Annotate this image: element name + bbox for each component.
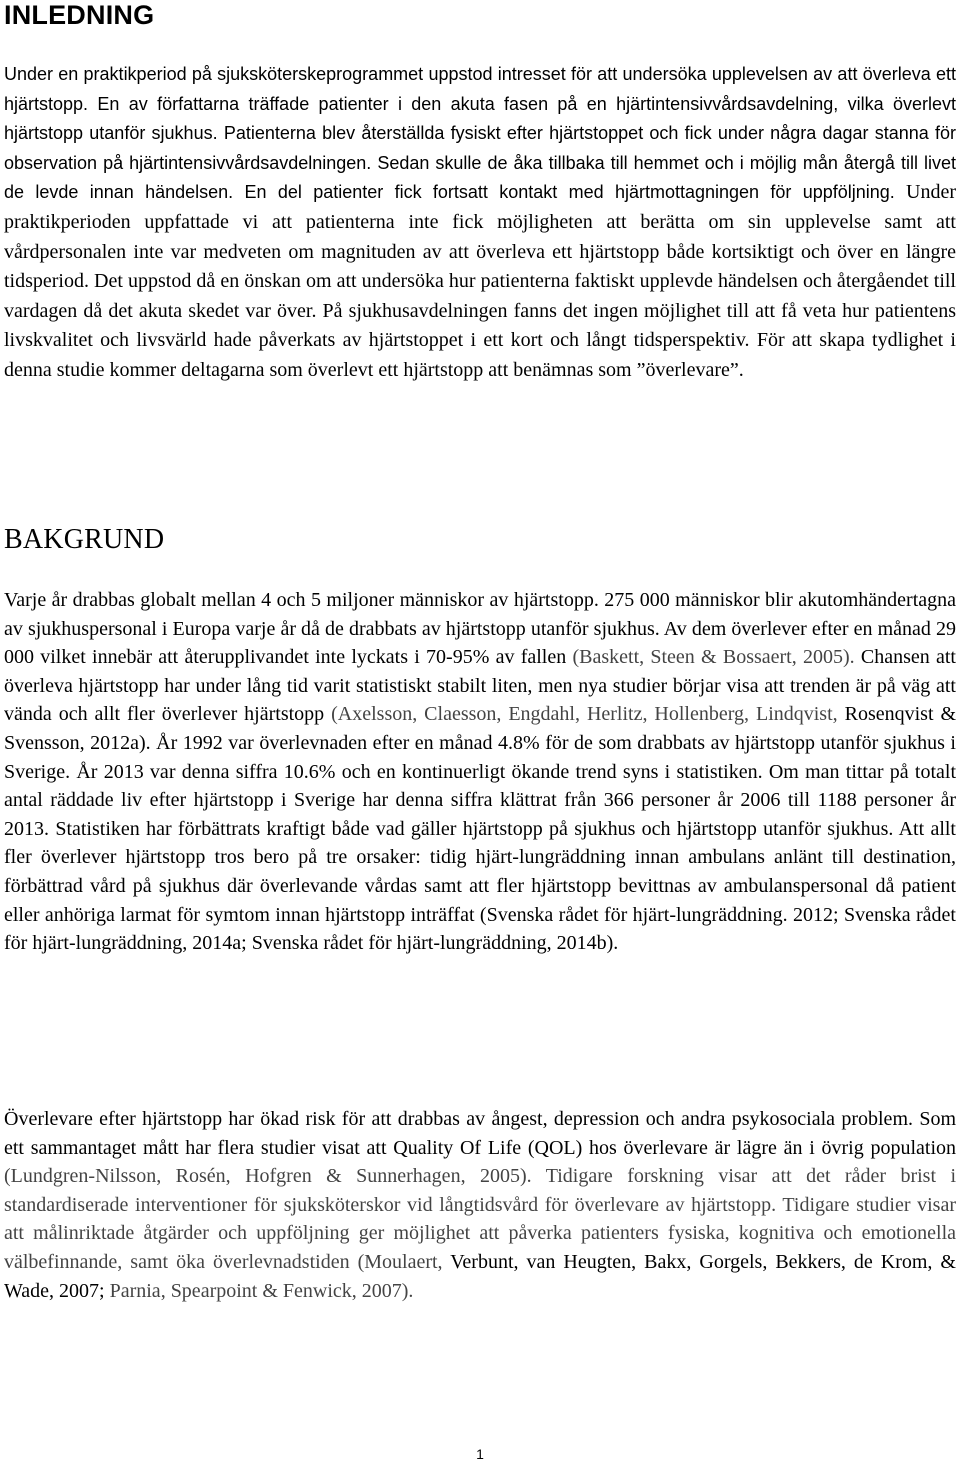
citation: (Axelsson, Claesson, Engdahl, Herlitz, Hollenberg, Lindqvist,	[331, 703, 838, 726]
text-run: Rosenqvist & Svensson, 2012a). År 1992 var överlevnaden efter en månad 4.8% för de som drabbats av hjärtstopp utanför sjukhus i Sverige. År 2013 var denna siffra 10.6% och en kontinuerligt ökande trend syns i statistiken. Om man tittar på totalt antal räddade liv efter hjärtstopp i Sverige har denna siffra klättrat från 366 personer år 2006 till 1188 personer år 2013. Statistiken har förbättrats kraftigt både vad gäller hjärtstopp på sjukhus och hjärtstopp utanför sjukhus. Att allt fler överlever hjärtstopp tros bero på tre orsaker: tidig hjärt-lungräddning innan ambulans anlänt till destination, förbättrad vård på sjukhus där överlevande vårdas samt att fler hjärtstopp bevittnas av ambulanspersonal då patient eller anhöriga larmat för symtom innan hjärtstopp inträffat (Svenska rådet för hjärt-lungräddning. 2012; Svenska rådet för hjärt-lungräddning, 2014a; Svenska rådet för hjärt-lungräddning, 2014b).	[4, 703, 957, 955]
heading-bakgrund: BAKGRUND	[4, 524, 165, 555]
page-number: 1	[476, 1446, 484, 1462]
heading-inledning: INLEDNING	[4, 0, 155, 30]
text-run: Verbunt, van Heugten, Bakx, Gorgels, Bekkers, de Krom, & Wade, 2007;	[4, 1250, 956, 1302]
text-run-sans: Under en praktikperiod på sjuksköterskeprogrammet uppstod intresset för att undersöka upplevelsen av att överleva ett hjärtstopp. En av författarna träffade patienter i den akuta fasen på en hjärtintensivvårdsavdelning, vilka överlevt hjärtstopp utanför sjukhus. Patienterna blev återställda fysiskt efter hjärtstoppet och fick under några dagar stanna för observation på hjärtintensivvårdsavdelningen. Sedan skulle de åka tillbaka till hemmet och i möjlig mån återgå till livet de levde innan händelsen. En del patienter fick fortsatt kontakt med hjärtmottagningen för uppföljning.	[4, 64, 956, 203]
text-run: Varje år drabbas globalt mellan 4 och 5 miljoner människor av hjärtstopp. 275 000 människor blir akutomhändertagna av sjukhuspersonal i Europa varje år då de drabbats av hjärtstopp utanför sjukhus. Av dem överlever efter en månad 29 000 vilket innebär att återupplivandet inte lyckats i 70-95% av fallen	[4, 589, 956, 669]
citation: Parnia, Spearpoint & Fenwick, 2007).	[109, 1279, 414, 1302]
text-run-serif: Under praktikperioden uppfattade vi att patienterna inte fick möjligheten att berätta om sin upplevelse samt att vårdpersonalen inte var medveten om magnituden av att överleva ett hjärtstopp både kortsiktigt och över en längre tidsperiod. Det uppstod då en önskan om att undersöka hur patienterna faktiskt upplevde händelsen och återgåendet till vardagen då det akuta skedet var över. På sjukhusavdelningen fanns det ingen möjlighet till att få veta hur patientens livskvalitet och livsvärld hade påverkats av hjärtstoppet i ett kort och långt tidsperspektiv. För att skapa tydlighet i denna studie kommer deltagarna som överlevt ett hjärtstopp att benämnas som ”överlevare”.	[4, 181, 957, 381]
paragraph-inledning	[4, 60, 956, 386]
text-run: Chansen att överleva hjärtstopp har under lång tid varit statistiskt stabilt liten, men nya studier börjar visa att trenden är på väg att vända och allt fler överlever hjärtstopp	[4, 646, 956, 726]
paragraph-bakgrund-2	[4, 1105, 956, 1305]
citation: (Baskett, Steen & Bossaert, 2005).	[572, 646, 855, 669]
paragraph-bakgrund-1	[4, 586, 956, 958]
text-run: Överlevare efter hjärtstopp har ökad risk för att drabbas av ångest, depression och andra psykosociala problem. Som ett sammantaget mått har flera studier visat att Quality Of Life (QOL) hos överlevare är lägre än i övrig population	[4, 1108, 956, 1159]
citation: (Lundgren-Nilsson, Rosén, Hofgren & Sunnerhagen, 2005). Tidigare forskning visar att det råder brist i standardiserade interventioner för sjuksköterskor vid långtidsvård för överlevare av hjärtstopp. Tidigare studier visar att målinriktade åtgärder och uppföljning ger möjlighet att påverka patienters fysiska, kognitiva och emotionella välbefinnande, samt öka överlevnadstiden (Moulaert,	[4, 1165, 956, 1273]
